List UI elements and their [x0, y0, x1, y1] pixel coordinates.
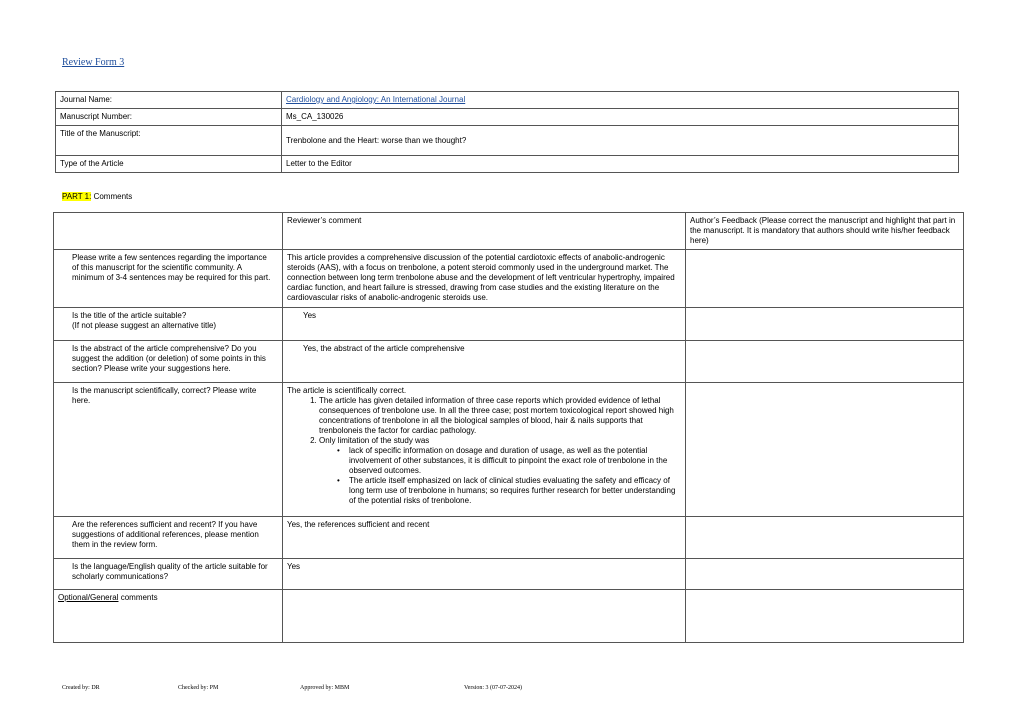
comment-row-title [54, 308, 964, 341]
answer-abstract: Yes, the abstract of the article comprehensive [283, 341, 686, 383]
answer-scientific [283, 383, 686, 517]
answer-title: Yes [283, 308, 686, 341]
answer-scientific-item-2 [319, 436, 681, 506]
author-feedback-cell[interactable] [686, 341, 964, 383]
comment-row-importance [54, 250, 964, 308]
answer-scientific-item-1: 1. The article has given detailed information of three case reports which provided evidence of lethal consequences of trenbolone use. In all the three case; post mortem toxicological report showed high concentrations of trenbolone in all the biological samples of blood, hair & nails supports that trenboloneis the factor for cardiac pathology. [319, 396, 681, 436]
comments-header-row [54, 213, 964, 250]
footer-approved-by: Approved by: MBM [300, 685, 350, 691]
comment-row-references [54, 517, 964, 559]
journal-name-value [282, 92, 959, 109]
manuscript-title-row [56, 126, 959, 156]
manuscript-info-table [55, 91, 959, 173]
author-feedback-cell[interactable] [686, 250, 964, 308]
author-feedback-cell[interactable] [686, 559, 964, 590]
footer-checked-by: Checked by: PM [178, 685, 219, 691]
manuscript-number-label: Manuscript Number: [56, 109, 282, 126]
optional-comments-author-cell[interactable] [686, 590, 964, 643]
manuscript-title-text: Trenbolone and the Heart: worse than we thought? [286, 136, 467, 145]
footer-version: Version: 3 (07-07-2024) [464, 685, 522, 691]
article-type-value: Letter to the Editor [282, 156, 959, 173]
answer-scientific-intro: The article is scientifically correct. [287, 386, 407, 395]
answer-scientific-bullet-1: • lack of specific information on dosage and duration of usage, as well as the potential involvement of other substances, it is difficult to pinpoint the exact role of trenbolone in the observed outcomes. [349, 446, 681, 476]
header-reviewer-comment: Reviewer’s comment [283, 213, 686, 250]
answer-scientific-bullets [319, 446, 681, 506]
comments-table [53, 212, 964, 643]
form-title[interactable]: Review Form 3 [62, 57, 125, 68]
question-scientific: Is the manuscript scientifically, correct? Please write here. [54, 383, 283, 517]
answer-scientific-item-2-text: Only limitation of the study was [319, 436, 430, 445]
footer-created-by: Created by: DR [62, 685, 100, 691]
header-author-feedback: Author’s Feedback (Please correct the manuscript and highlight that part in the manuscript. It is mandatory that authors should write his/her feedback here) [686, 213, 964, 250]
part1-heading-rest: Comments [91, 192, 133, 201]
author-feedback-cell[interactable] [686, 308, 964, 341]
optional-general-underlined: Optional/General [58, 593, 119, 602]
optional-comments-reviewer-cell[interactable] [283, 590, 686, 643]
manuscript-number-value: Ms_CA_130026 [282, 109, 959, 126]
part1-highlight: PART 1: [62, 192, 92, 201]
question-language: Is the language/English quality of the article suitable for scholarly communications? [54, 559, 283, 590]
journal-name-label: Journal Name: [56, 92, 282, 109]
comment-row-abstract [54, 341, 964, 383]
optional-general-comments-label [54, 590, 283, 643]
author-feedback-cell[interactable] [686, 383, 964, 517]
manuscript-number-row [56, 109, 959, 126]
answer-importance: This article provides a comprehensive discussion of the potential cardiotoxic effects of anabolic-androgenic steroids (AAS), with a focus on trenbolone, a potent steroid commonly used in the underground market. The connection between long term trenbolone abuse and the development of left ventricular hypertrophy, impaired cardiac function, and heart failure is stressed, drawing from case studies and the existing literature on the cardiovascular risks of anabolic-androgenic steroids use. [283, 250, 686, 308]
part1-heading [62, 192, 132, 201]
question-importance: Please write a few sentences regarding the importance of this manuscript for the scientific community. A minimum of 3-4 sentences may be required for this part. [54, 250, 283, 308]
comment-row-language [54, 559, 964, 590]
manuscript-title-value [282, 126, 959, 156]
question-references: Are the references sufficient and recent? If you have suggestions of additional references, please mention them in the review form. [54, 517, 283, 559]
answer-scientific-list [287, 396, 681, 506]
answer-references: Yes, the references sufficient and recent [283, 517, 686, 559]
answer-language: Yes [283, 559, 686, 590]
answer-scientific-bullet-2: • The article itself emphasized on lack of clinical studies evaluating the safety and efficacy of long term use of trenbolone in humans; so requires further research for better understanding of the potential risks of trenbolone. [349, 476, 681, 506]
header-blank-cell [54, 213, 283, 250]
article-type-label: Type of the Article [56, 156, 282, 173]
question-title: Is the title of the article suitable? (If not please suggest an alternative title) [54, 308, 283, 341]
journal-name-row [56, 92, 959, 109]
optional-general-rest: comments [118, 593, 158, 602]
comment-row-optional [54, 590, 964, 643]
author-feedback-cell[interactable] [686, 517, 964, 559]
journal-name-link[interactable]: Cardiology and Angiology: An International Journal [286, 95, 466, 104]
manuscript-title-label: Title of the Manuscript: [56, 126, 282, 156]
question-abstract: Is the abstract of the article comprehensive? Do you suggest the addition (or deletion) of some points in this section? Please write your suggestions here. [54, 341, 283, 383]
comment-row-scientific [54, 383, 964, 517]
article-type-row [56, 156, 959, 173]
